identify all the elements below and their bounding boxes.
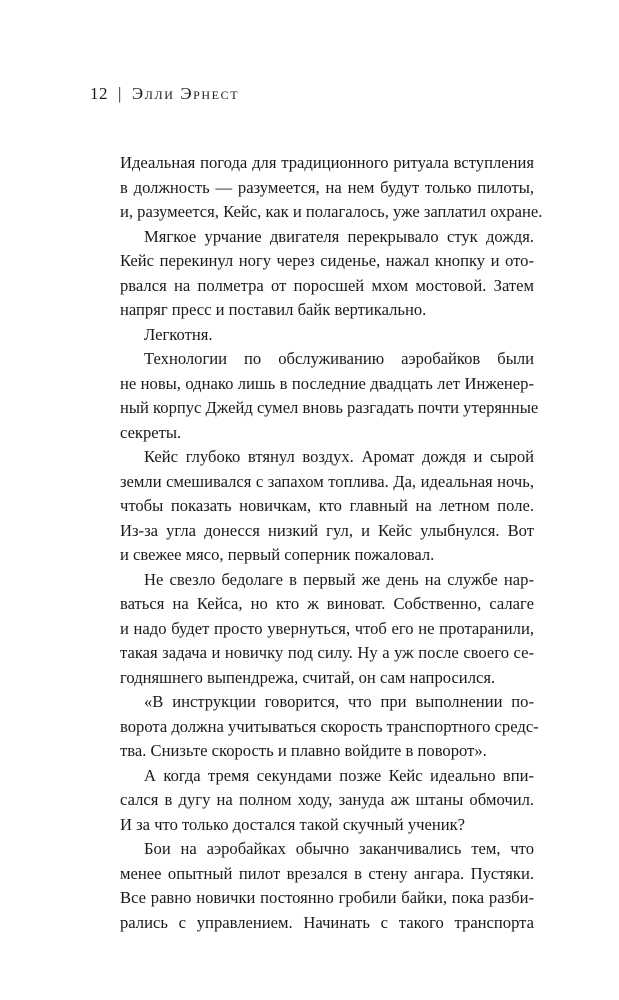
text-line: сался в дугу на полном ходу, зануда аж штаны обмочил. [120, 790, 534, 809]
text-line: ный корпус Джейд сумел вновь разгадать почти утерянные [120, 398, 539, 417]
text-line: Из-за угла донесся низкий гул, и Кейс улыбнулся. Вот [120, 520, 534, 540]
text-line: Идеальная погода для традиционного ритуала вступления [120, 153, 534, 172]
text-line: годняшнего выпендрежа, считай, он сам напросился. [120, 667, 496, 687]
text-line: ворота должна учитываться скорость транспортного средс- [120, 716, 539, 736]
text-line: тва. Снизьте скорость и плавно войдите в поворот». [120, 741, 487, 760]
text-line: Технологии по обслуживанию аэробайков были [144, 349, 534, 368]
text-line: рались с управлением. Начинать с такого транспорта [120, 912, 534, 932]
text-line: напряг пресс и поставил байк вертикально. [120, 300, 427, 319]
text-line: И за что только достался такой скучный ученик? [120, 814, 466, 834]
text-line: в должность — разумеется, на нем будут только пилоты, [120, 177, 534, 197]
running-head [90, 84, 239, 104]
text-line: земли смешивался с запахом топлива. Да, идеальная ночь, [120, 471, 534, 491]
text-line: и свежее мясо, первый соперник пожаловал. [120, 545, 435, 564]
page-number: 12 [90, 84, 108, 103]
text-line: ваться на Кейса, но кто ж виноват. Собственно, салаге [120, 594, 534, 613]
text-line: и, разумеется, Кейс, как и полагалось, уже заплатил охране. [120, 202, 543, 221]
text-line: Не свезло бедолаге в первый же день на службе нар- [144, 569, 534, 589]
text-line: чтобы показать новичкам, кто главный на летном поле. [120, 496, 534, 515]
text-line: такая задача и новичку под силу. Ну а уж после своего се- [120, 643, 534, 662]
text-line: Легкотня. [144, 324, 213, 344]
author-name: Элли Эрнест [131, 84, 240, 103]
text-line: «В инструкции говорится, что при выполнении по- [144, 692, 534, 711]
text-line: Мягкое урчание двигателя перекрывало стук дождя. [144, 226, 534, 246]
text-line: не новы, однако лишь в последние двадцать лет Инженер- [120, 373, 534, 393]
body-text [120, 151, 543, 935]
text-line: Бои на аэробайках обычно заканчивались тем, что [144, 839, 534, 858]
text-line: Кейс глубоко втянул воздух. Аромат дождя и сырой [144, 447, 534, 466]
text-line: Все равно новички постоянно гробили байки, пока разби- [120, 888, 534, 907]
running-head-separator: | [118, 84, 122, 103]
text-line: рвался на полметра от поросшей мхом мостовой. Затем [120, 275, 534, 295]
text-line: менее опытный пилот врезался в стену ангара. Пустяки. [120, 863, 534, 883]
text-line: секреты. [120, 422, 182, 442]
text-line: Кейс перекинул ногу через сиденье, нажал кнопку и ото- [120, 251, 534, 270]
text-line: А когда тремя секундами позже Кейс идеально впи- [144, 765, 534, 785]
text-line: и надо будет просто увернуться, чтоб его не протаранили, [120, 618, 534, 638]
